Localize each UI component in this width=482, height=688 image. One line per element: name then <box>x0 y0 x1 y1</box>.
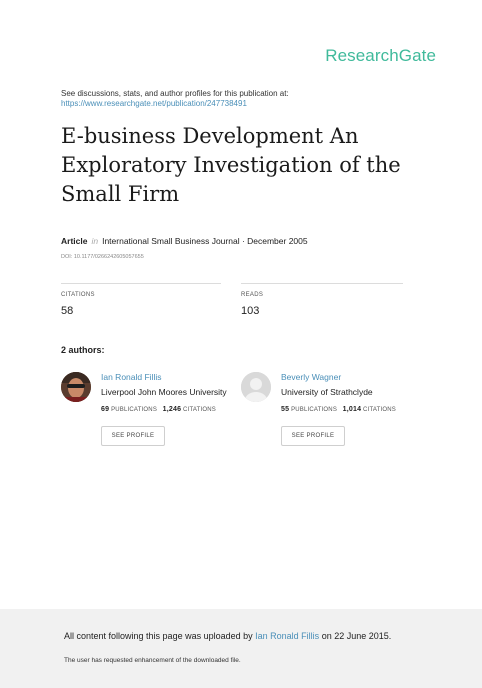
author-name[interactable]: Beverly Wagner <box>281 372 342 382</box>
author-stats <box>101 406 216 413</box>
publications-label: PUBLICATIONS <box>291 407 338 413</box>
author-institution: Liverpool John Moores University <box>101 387 227 397</box>
upload-info <box>64 631 391 641</box>
publications-label: PUBLICATIONS <box>111 407 158 413</box>
doi: DOI: 10.1177/0266242605057655 <box>61 254 144 260</box>
publication-type: Article <box>61 236 88 246</box>
enhancement-note: The user has requested enhancement of the downloaded file. <box>64 657 241 664</box>
citations-value: 58 <box>61 305 74 317</box>
reads-value: 103 <box>241 305 260 317</box>
footer <box>0 609 482 688</box>
author-name[interactable]: Ian Ronald Fillis <box>101 372 162 382</box>
reads-label: READS <box>241 292 264 298</box>
author-institution: University of Strathclyde <box>281 387 373 397</box>
default-user-icon <box>241 372 271 402</box>
citations-count: 1,246 <box>162 406 182 413</box>
avatar[interactable] <box>241 372 271 402</box>
citations-label: CITATIONS <box>183 407 216 413</box>
authors-heading: 2 authors: <box>61 345 105 355</box>
researchgate-logo[interactable]: ResearchGate <box>325 46 436 65</box>
intro-block <box>61 89 289 109</box>
journal-date[interactable]: International Small Business Journal · December 2005 <box>102 236 308 246</box>
see-profile-button[interactable]: SEE PROFILE <box>101 426 165 446</box>
author-photo-icon <box>61 372 91 402</box>
publications-count: 55 <box>281 406 290 413</box>
citations-label: CITATIONS <box>61 292 95 298</box>
publication-link[interactable]: https://www.researchgate.net/publication/247738491 <box>61 99 247 108</box>
citations-count: 1,014 <box>342 406 362 413</box>
upload-prefix: All content following this page was uploaded by <box>64 631 253 641</box>
upload-suffix: on 22 June 2015. <box>321 631 392 641</box>
uploader-link[interactable]: Ian Ronald Fillis <box>255 631 320 641</box>
citations-label: CITATIONS <box>363 407 396 413</box>
author-stats <box>281 406 396 413</box>
in-label: in <box>91 236 99 246</box>
publication-meta <box>61 236 308 246</box>
reads-divider <box>241 283 403 284</box>
citations-divider <box>61 283 221 284</box>
publications-count: 69 <box>101 406 110 413</box>
intro-text: See discussions, stats, and author profiles for this publication at: <box>61 89 289 98</box>
avatar[interactable] <box>61 372 91 402</box>
see-profile-button[interactable]: SEE PROFILE <box>281 426 345 446</box>
publication-title: E-business Development An Exploratory Investigation of the Small Firm <box>61 124 401 206</box>
